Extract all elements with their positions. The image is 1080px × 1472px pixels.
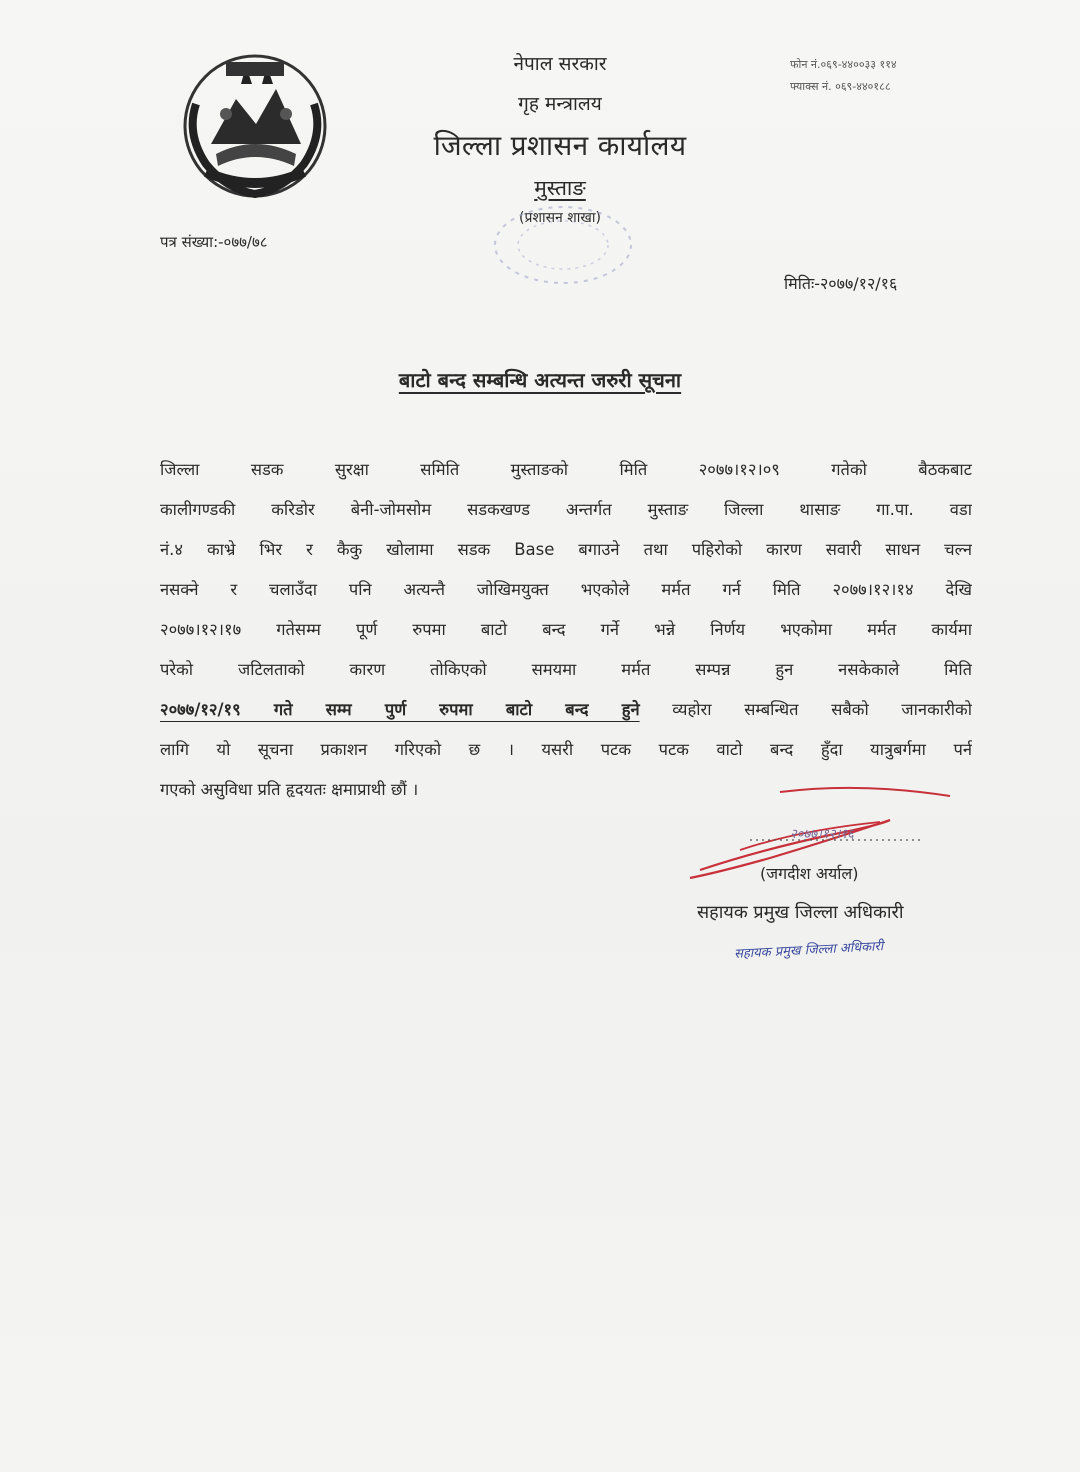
government-name: नेपाल सरकार <box>513 53 607 75</box>
signature-date-scrawl: २०७७।१२।१६ <box>790 827 854 842</box>
district-name: मुस्ताङ <box>534 176 586 200</box>
fax-number: फ्याक्स नं. ०६९-४४०१८८ <box>790 80 891 93</box>
body-line: गएको असुविधा प्रति हृदयतः क्षमाप्राथी छौं । <box>160 780 419 799</box>
office-name: जिल्ला प्रशासन कार्यालय <box>433 129 687 162</box>
signer-designation-stamp: सहायक प्रमुख जिल्ला अधिकारी <box>733 939 884 962</box>
nepal-emblem-icon <box>166 44 344 202</box>
ministry-name: गृह मन्त्रालय <box>518 93 602 115</box>
body-line-highlight <box>160 690 972 730</box>
closure-date-emphasis: २०७७/१२/१९ गते सम्म पुर्ण रुपमा बाटो बन्द हुने <box>160 700 640 719</box>
body-line: २०७७।१२।१७ गतेसम्म पूर्ण रुपमा बाटो बन्द गर्ने भन्ने निर्णय भएकोमा मर्मत कार्यमा <box>160 620 972 639</box>
subject-heading <box>0 366 1080 393</box>
body-line-continuation: व्यहोरा सम्बन्धित सबैको जानकारीको <box>639 700 972 719</box>
body-line: लागि यो सूचना प्रकाशन गरिएको छ । यसरी पटक पटक वाटो बन्द हुँदा यात्रुबर्गमा पर्न <box>160 740 972 759</box>
body-line: जिल्ला सडक सुरक्षा समिति मुस्ताङको मिति २०७७।१२।०९ गतेको बैठकबाट <box>160 460 972 479</box>
body-line: नसक्ने र चलाउँदा पनि अत्यन्तै जोखिमयुक्त भएकोले मर्मत गर्न मिति २०७७।१२।१४ देखि <box>160 580 972 599</box>
body-line: कालीगण्डकी करिडोर बेनी-जोमसोम सडकखण्ड अन्तर्गत मुस्ताङ जिल्ला थासाङ गा.पा. वडा <box>160 500 972 519</box>
body-line: नं.४ काभ्रे भिर र कैकु खोलामा सडक Base बगाउने तथा पहिरोको कारण सवारी साधन चल्न <box>160 540 972 559</box>
letter-number: पत्र संख्या:-०७७/७८ <box>160 233 268 251</box>
section-name: (प्रशासन शाखा) <box>519 210 601 226</box>
letter-body <box>160 450 972 810</box>
body-line: परेको जटिलताको कारण तोकिएको समयमा मर्मत सम्पन्न हुन नसकेकाले मिति <box>160 660 972 679</box>
signer-title: सहायक प्रमुख जिल्ला अधिकारी <box>697 902 904 923</box>
subject-text: बाटो बन्द सम्बन्धि अत्यन्त जरुरी सूचना <box>398 368 682 392</box>
letter-date: मितिः-२०७७/१२/१६ <box>784 274 898 293</box>
signer-name: (जगदीश अर्याल) <box>760 864 859 883</box>
faded-office-stamp-icon <box>488 200 638 290</box>
phone-number: फोन नं.०६९-४४००३३ ११४ <box>790 58 897 71</box>
contact-info <box>790 54 897 98</box>
